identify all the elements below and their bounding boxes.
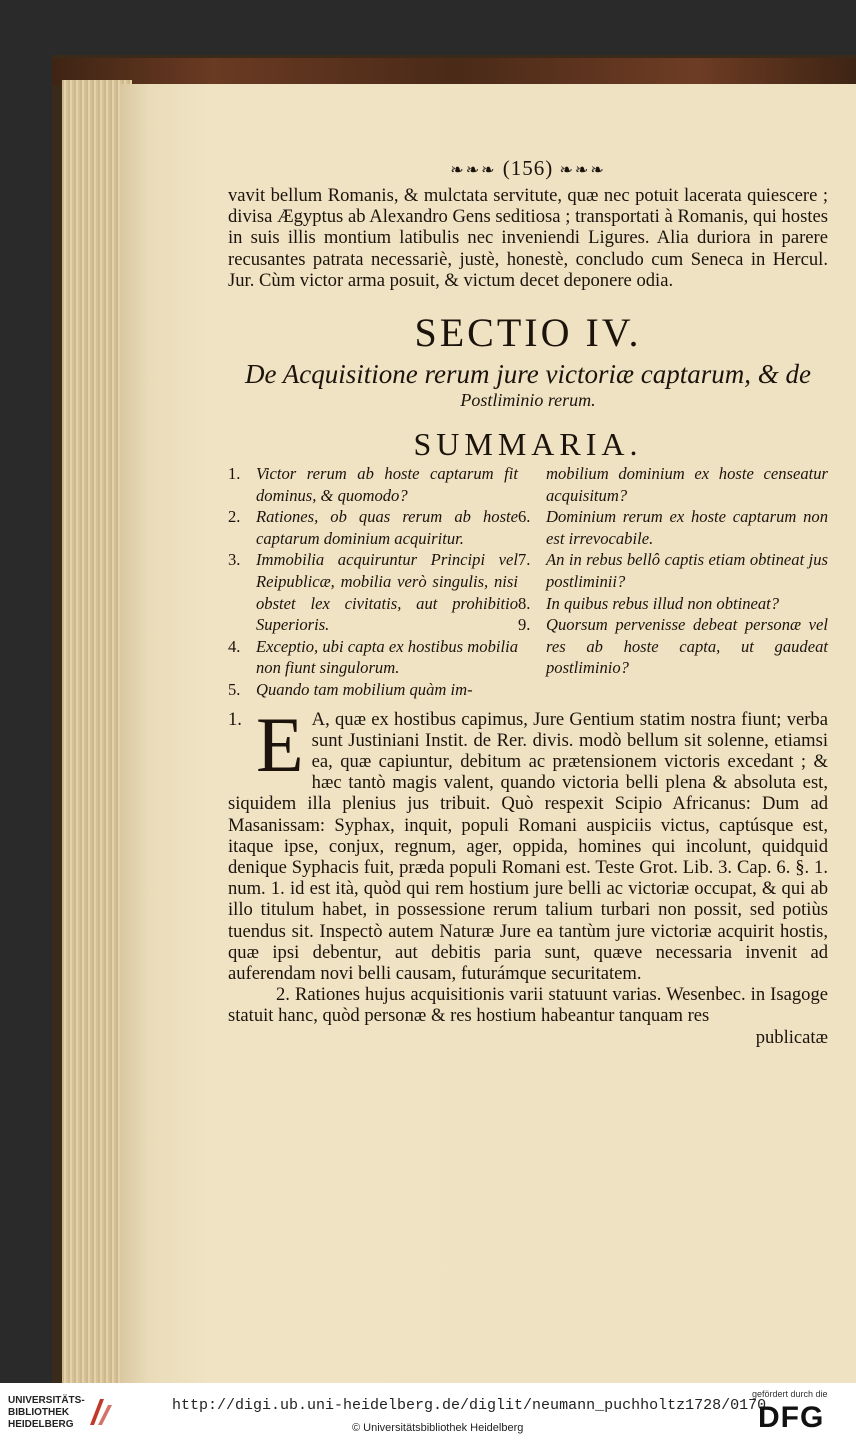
paragraph-1 bbox=[228, 700, 828, 985]
catchword: publicatæ bbox=[755, 1026, 828, 1048]
support-text: gefördert durch die bbox=[752, 1389, 828, 1399]
summary-item: 6. Dominium rerum ex hoste captarum non est irrevocabile. bbox=[518, 507, 828, 548]
summary-item: 7. An in rebus bellô captis etiam obtineat jus postliminii? bbox=[518, 550, 828, 591]
summary-item: 4. Exceptio, ubi capta ex hostibus mobilia non fiunt singulorum. bbox=[228, 636, 518, 678]
paragraph-1-text: A, quæ ex hostibus capimus, Jure Gentium statim nostra fiunt; verba sunt Justiniani Instit. de Rer. divis. modò bellum sit solenne, etiamsi ea, quæ capiuntur, debitum ac prætensionem victoris excedant ; & hæc tantò magis valent, quando victoria belli plena & absoluta est, siquidem illa plenius jus tribuit. Quò respexit Scipio Africanus: Dum ad Masanissam: Syphax, inquit, populi Romani auspiciis victus, captúsque est, itaque ipse, conjux, regnum, ager, oppida, homines qui incolunt, quidquid denique Syphacis fuit, præda populi Romani est. Teste Grot. Lib. 3. Cap. 6. §. 1. num. 1. id est ità, quòd qui rem hostium jure belli ac victoriæ occupat, & qui ab illo titulum habet, in possessione rerum talium turbari non possit, sed potiùs tuendus sit. Inspectò autem Naturæ Jure ea tantùm jure victoriæ acquirit hostis, quæ ipsi debentur, aut debitis paria sunt, quæve necessaria invenit ad auferendam novi belli causam, futurámque securitatem. bbox=[228, 708, 828, 984]
summary-list bbox=[228, 463, 828, 701]
paragraph-number: 1. bbox=[228, 708, 242, 730]
summary-item: 1. Victor rerum ab hoste captarum fit dominus, & quomodo? bbox=[228, 464, 518, 505]
summary-item: 3. Immobilia acquiruntur Principi vel Reipublicæ, mobilia verò singulis, nisi obstet lex civitatis, aut prohibitio Superioris. bbox=[228, 550, 518, 635]
summary-column-right bbox=[518, 463, 828, 701]
summary-column-left bbox=[228, 463, 518, 701]
footer-bar bbox=[0, 1383, 856, 1443]
page-number: (156) bbox=[502, 156, 554, 180]
library-logo: UNIVERSITÄTS- BIBLIOTHEK HEIDELBERG bbox=[8, 1395, 85, 1430]
summary-item: 8. In quibus rebus illud non obtineat? bbox=[518, 593, 780, 613]
section-subtitle-2: Postliminio rerum. bbox=[460, 390, 596, 411]
section-subtitle: De Acquisitione rerum jure victoriæ captarum, & de bbox=[245, 359, 811, 390]
page-content bbox=[228, 156, 828, 1048]
summary-item-continued: mobilium dominium ex hoste censeatur acquisitum? bbox=[546, 464, 828, 505]
dfg-logo: DFG bbox=[758, 1401, 825, 1434]
ornament-left: ❧❧❧ bbox=[450, 162, 497, 179]
intro-paragraph: vavit bellum Romanis, & mulctata servitute, quæ nec potuit lacerata quiescere ; divisa Ægyptus ab Alexandro Gens seditiosa ; transportati à Romanis, qui hostes in suis illis montium latibulis nec inveniendi Ligures. Alia duriora in parere recusantes patrata necessariè, justè, honestè, concludo cum Seneca in Hercul. Jur. Cùm victor arma posuit, & victum decet deponere odia. bbox=[228, 185, 828, 291]
drop-cap: E bbox=[256, 700, 304, 788]
summary-title: SUMMARIA. bbox=[413, 426, 643, 463]
leather-binding bbox=[52, 58, 856, 86]
permalink-url[interactable]: http://digi.ub.uni-heidelberg.de/diglit/neumann_puchholtz1728/0170 bbox=[172, 1397, 767, 1414]
summary-item: 9. Quorsum pervenisse debeat personæ vel res ab hoste capta, ut gaudeat postliminio? bbox=[518, 615, 828, 678]
section-title: SECTIO IV. bbox=[414, 310, 642, 356]
book-page bbox=[120, 84, 856, 1383]
page-header bbox=[228, 156, 828, 181]
library-emblem-icon bbox=[86, 1395, 116, 1429]
ornament-right: ❧❧❧ bbox=[559, 162, 606, 179]
summary-item: 5. Quando tam mobilium quàm im- bbox=[228, 679, 473, 699]
copyright-notice: © Universitätsbibliothek Heidelberg bbox=[352, 1422, 524, 1434]
paragraph-2: 2. Rationes hujus acquisitionis varii statuunt varias. Wesenbec. in Isagoge statuit hanc, quòd personæ & res hostium habeantur tanquam res bbox=[228, 984, 828, 1027]
summary-item: 2. Rationes, ob quas rerum ab hoste captarum dominium acquiritur. bbox=[228, 507, 518, 548]
